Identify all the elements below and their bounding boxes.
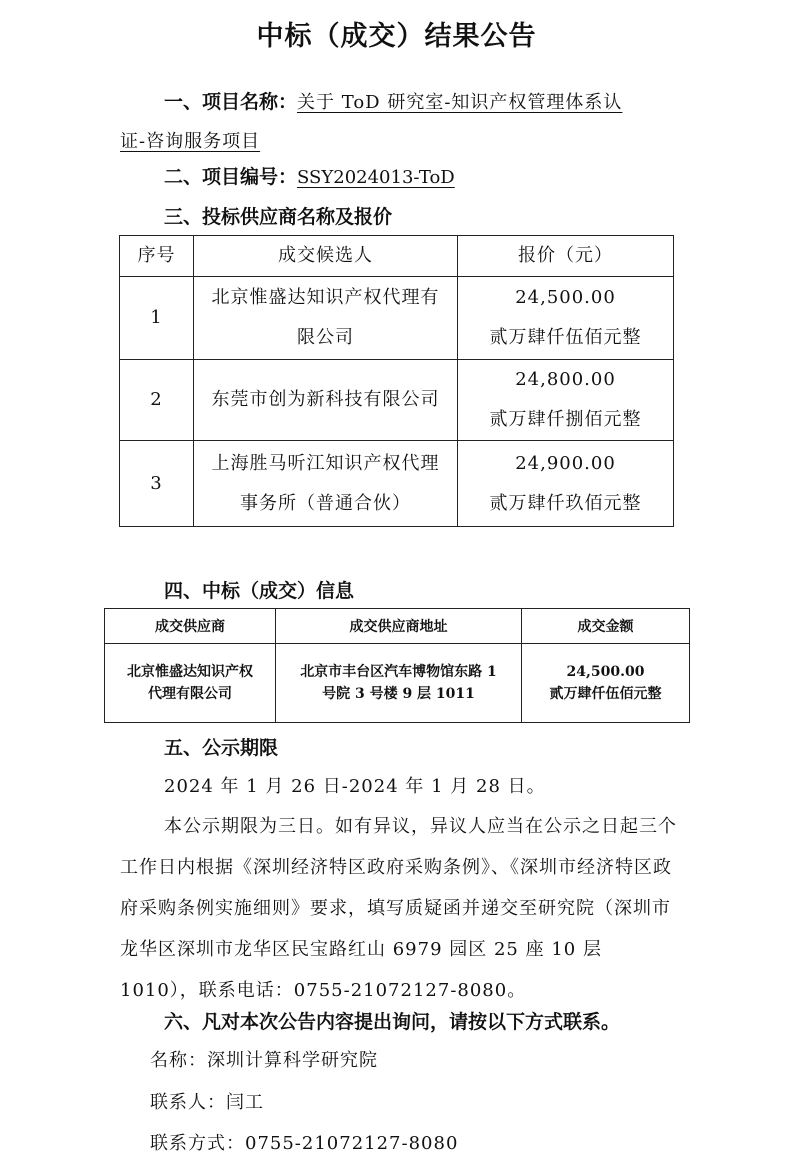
header-supplier: 成交供应商 (105, 609, 276, 644)
candidate-name-line1: 上海胜马听江知识产权代理 (211, 452, 440, 474)
header-price: 报价（元） (458, 236, 674, 277)
candidate-name-line2: 限公司 (297, 327, 354, 348)
period-heading: 五、公示期限 (164, 737, 279, 759)
header-candidate: 成交候选人 (194, 236, 458, 277)
table-row (120, 277, 674, 360)
amount-value: 24,500.00 (566, 664, 645, 680)
price-value: 24,900.00 (515, 452, 616, 474)
contact-org-name: 名称：深圳计算科学研究院 (150, 1050, 378, 1071)
bidders-table (119, 235, 674, 527)
candidate-name-line1: 东莞市创为新科技有限公司 (211, 389, 440, 410)
candidate-name-line2: 事务所（普通合伙） (240, 492, 411, 514)
price-words: 贰万肆仟捌佰元整 (489, 409, 642, 430)
row-number: 2 (120, 360, 194, 441)
address-line2: 号院 3 号楼 9 层 1011 (322, 686, 475, 702)
award-row (105, 644, 690, 723)
row-price (458, 360, 674, 441)
row-candidate (194, 441, 458, 527)
price-words: 贰万肆仟玖佰元整 (489, 492, 642, 514)
header-number: 序号 (120, 236, 194, 277)
award-address (276, 644, 522, 723)
supplier-line2: 代理有限公司 (148, 686, 232, 702)
project-name-value-1: 关于 ToD 研究室-知识产权管理体系认 (297, 92, 623, 113)
row-price (458, 277, 674, 360)
row-price (458, 441, 674, 527)
row-candidate (194, 277, 458, 360)
row-candidate (194, 360, 458, 441)
award-amount (522, 644, 690, 723)
page-title: 中标（成交）结果公告 (256, 21, 537, 52)
objection-notice: 本公示期限为三日。如有异议，异议人应当在公示之日起三个工作日内根据《深圳经济特区政府采购条例》、《深圳市经济特区政府采购条例实施细则》要求，填写质疑函并递交至研究院（深圳市龙华区深圳市龙华区民宝路红山 6979 园区 25 座 10 层 1010），联系电话：0755-21072127-8080。 (120, 816, 677, 1001)
project-name-line (164, 87, 622, 114)
bidders-heading: 三、投标供应商名称及报价 (164, 206, 393, 228)
supplier-line1: 北京惟盛达知识产权 (127, 664, 253, 680)
header-amount: 成交金额 (522, 609, 690, 644)
project-number-line (164, 162, 455, 189)
address-line1: 北京市丰台区汽车博物馆东路 1 (300, 664, 497, 680)
header-address: 成交供应商地址 (276, 609, 522, 644)
project-number-value: SSY2024013-ToD (297, 167, 455, 188)
table-row (120, 441, 674, 527)
award-header-row (105, 609, 690, 644)
award-supplier (105, 644, 276, 723)
table-row (120, 360, 674, 441)
table-header-row (120, 236, 674, 277)
price-value: 24,800.00 (515, 369, 616, 390)
contact-phone: 联系方式：0755-21072127-8080 (150, 1133, 459, 1154)
project-number-label: 二、项目编号： (164, 166, 298, 188)
price-words: 贰万肆仟伍佰元整 (489, 327, 642, 348)
project-name-label: 一、项目名称： (164, 91, 298, 113)
contact-person: 联系人：闫工 (150, 1092, 264, 1113)
award-heading: 四、中标（成交）信息 (164, 580, 355, 602)
project-name-value-2: 证-咨询服务项目 (120, 131, 261, 152)
row-number: 3 (120, 441, 194, 527)
period-dates: 2024 年 1 月 26 日-2024 年 1 月 28 日。 (164, 776, 546, 797)
contact-heading: 六、凡对本次公告内容提出询问，请按以下方式联系。 (164, 1011, 621, 1033)
row-number: 1 (120, 277, 194, 360)
candidate-name-line1: 北京惟盛达知识产权代理有 (211, 287, 440, 308)
price-value: 24,500.00 (515, 287, 616, 308)
amount-words: 贰万肆仟伍佰元整 (549, 686, 662, 702)
award-table (104, 608, 690, 723)
